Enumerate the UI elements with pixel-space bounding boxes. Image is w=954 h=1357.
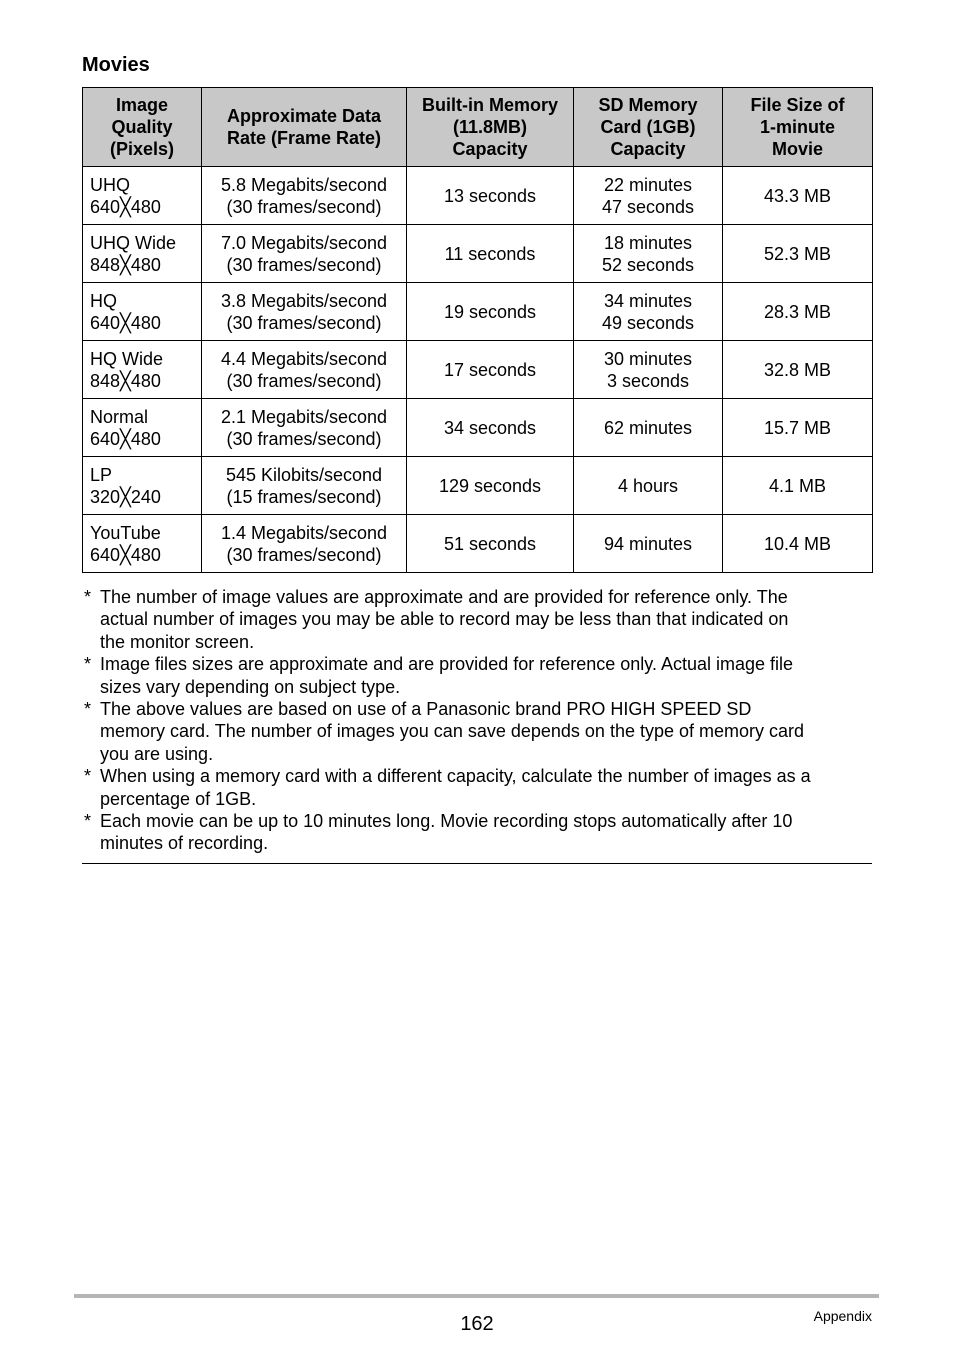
cell-sd-capacity xyxy=(574,167,723,225)
cell-line: Normal xyxy=(90,406,149,427)
note-line: sizes vary depending on subject type. xyxy=(100,676,401,697)
cell-file-size xyxy=(723,399,873,457)
note-bullet: * xyxy=(84,654,92,675)
cell-line: 1.4 Megabits/second xyxy=(220,522,388,543)
header-line: (11.8MB) xyxy=(452,117,528,137)
cell-line: (30 frames/second) xyxy=(226,428,382,449)
cell-builtin-capacity xyxy=(407,283,574,341)
cell-line: 4.1 MB xyxy=(768,475,827,496)
cell-line: 17 seconds xyxy=(443,359,537,380)
cell-line: 10.4 MB xyxy=(763,533,832,554)
table-row xyxy=(83,167,873,225)
cell-image-quality xyxy=(83,457,202,515)
note-line: Each movie can be up to 10 minutes long. Movie recording stops automatically after 10 xyxy=(100,811,793,832)
table-row xyxy=(83,515,873,573)
cell-data-rate xyxy=(202,515,407,573)
note-line: the monitor screen. xyxy=(100,631,255,652)
cell-file-size xyxy=(723,341,873,399)
cell-builtin-capacity xyxy=(407,341,574,399)
cell-line: 15.7 MB xyxy=(763,417,832,438)
cell-line: (30 frames/second) xyxy=(226,544,382,565)
header-line: Capacity xyxy=(610,139,686,159)
cell-sd-capacity xyxy=(574,515,723,573)
cell-line: 5.8 Megabits/second xyxy=(220,174,388,195)
cell-line: 4.4 Megabits/second xyxy=(220,348,388,369)
cell-data-rate xyxy=(202,457,407,515)
header-line: Movie xyxy=(771,139,823,159)
header-sd-capacity xyxy=(574,88,723,167)
cell-data-rate xyxy=(202,167,407,225)
note-item xyxy=(82,698,872,765)
cell-line: 11 seconds xyxy=(444,243,536,264)
cell-line: 32.8 MB xyxy=(763,359,832,380)
cell-line: 18 minutes xyxy=(603,232,693,253)
cell-file-size xyxy=(723,457,873,515)
movie-capacity-table xyxy=(82,87,873,573)
cell-line: 51 seconds xyxy=(443,533,537,554)
cell-line: 19 seconds xyxy=(443,301,537,322)
table-row xyxy=(83,457,873,515)
header-line: Approximate Data xyxy=(226,106,382,126)
cell-line: 848╳480 xyxy=(90,370,161,391)
cell-file-size xyxy=(723,225,873,283)
cell-line: LP xyxy=(90,464,113,485)
table-header-row xyxy=(83,88,873,167)
cell-line: 52 seconds xyxy=(601,254,695,275)
cell-line: 848╳480 xyxy=(90,254,161,275)
table-row xyxy=(83,283,873,341)
cell-data-rate xyxy=(202,399,407,457)
cell-line: 30 minutes xyxy=(603,348,693,369)
cell-line: (30 frames/second) xyxy=(226,254,382,275)
note-line: you are using. xyxy=(100,743,214,764)
note-line: The above values are based on use of a Panasonic brand PRO HIGH SPEED SD xyxy=(100,699,752,720)
cell-line: 34 seconds xyxy=(443,417,537,438)
header-builtin-capacity xyxy=(407,88,574,167)
cell-line: (30 frames/second) xyxy=(226,312,382,333)
header-line: 1-minute xyxy=(759,117,835,137)
cell-sd-capacity xyxy=(574,457,723,515)
cell-line: 22 minutes xyxy=(603,174,693,195)
cell-line: (30 frames/second) xyxy=(226,370,382,391)
cell-line: (15 frames/second) xyxy=(226,486,382,507)
cell-line: 94 minutes xyxy=(603,533,693,554)
cell-line: 28.3 MB xyxy=(763,301,832,322)
cell-line: 47 seconds xyxy=(601,196,695,217)
cell-line: 4 hours xyxy=(617,475,679,496)
cell-builtin-capacity xyxy=(407,515,574,573)
header-file-size xyxy=(723,88,873,167)
cell-sd-capacity xyxy=(574,283,723,341)
note-bullet: * xyxy=(84,811,92,832)
cell-file-size xyxy=(723,167,873,225)
note-line: Image files sizes are approximate and are provided for reference only. Actual image file xyxy=(100,654,794,675)
note-line: The number of image values are approximate and are provided for reference only. The xyxy=(100,587,788,607)
cell-data-rate xyxy=(202,225,407,283)
header-line: Quality xyxy=(111,117,173,137)
header-line: Built-in Memory xyxy=(421,95,558,115)
cell-line: 129 seconds xyxy=(438,475,542,496)
footer-rule xyxy=(74,1294,879,1298)
note-line: memory card. The number of images you can save depends on the type of memory card xyxy=(100,721,805,742)
cell-line: 7.0 Megabits/second xyxy=(220,232,388,253)
cell-line: 3 seconds xyxy=(606,370,690,391)
cell-line: 49 seconds xyxy=(601,312,695,333)
header-line: File Size of xyxy=(750,95,845,115)
note-bullet: * xyxy=(84,587,92,607)
cell-sd-capacity xyxy=(574,341,723,399)
cell-line: UHQ xyxy=(90,174,130,195)
note-item xyxy=(82,653,872,698)
cell-line: 2.1 Megabits/second xyxy=(220,406,388,427)
header-line: Card (1GB) xyxy=(600,117,696,137)
cell-builtin-capacity xyxy=(407,225,574,283)
header-line: Rate (Frame Rate) xyxy=(226,128,382,148)
cell-line: HQ xyxy=(90,290,117,311)
header-line: (Pixels) xyxy=(109,139,175,159)
note-item xyxy=(82,810,872,855)
cell-image-quality xyxy=(83,225,202,283)
cell-line: 640╳480 xyxy=(90,196,161,217)
table-row xyxy=(83,399,873,457)
cell-image-quality xyxy=(83,167,202,225)
table-row xyxy=(83,225,873,283)
cell-line: 640╳480 xyxy=(90,312,161,333)
header-image-quality xyxy=(83,88,202,167)
cell-line: YouTube xyxy=(90,522,161,543)
cell-image-quality xyxy=(83,283,202,341)
table-body xyxy=(83,167,873,573)
note-line: minutes of recording. xyxy=(100,833,269,854)
notes-list xyxy=(82,586,872,864)
note-line: actual number of images you may be able to record may be less than that indicated on xyxy=(100,609,789,630)
cell-image-quality xyxy=(83,341,202,399)
cell-sd-capacity xyxy=(574,399,723,457)
cell-builtin-capacity xyxy=(407,167,574,225)
cell-line: UHQ Wide xyxy=(90,232,177,253)
cell-line: (30 frames/second) xyxy=(226,196,382,217)
note-line: percentage of 1GB. xyxy=(100,788,257,809)
header-line: SD Memory xyxy=(598,95,698,115)
cell-line: HQ Wide xyxy=(90,348,164,369)
cell-line: 43.3 MB xyxy=(763,185,832,206)
section-title: Movies xyxy=(82,54,150,76)
cell-file-size xyxy=(723,515,873,573)
header-line: Image xyxy=(115,95,169,115)
cell-image-quality xyxy=(83,399,202,457)
cell-line: 34 minutes xyxy=(603,290,693,311)
cell-line: 3.8 Megabits/second xyxy=(220,290,388,311)
note-item xyxy=(82,586,872,653)
table-row xyxy=(83,341,873,399)
cell-builtin-capacity xyxy=(407,457,574,515)
note-bullet: * xyxy=(84,699,92,720)
cell-line: 545 Kilobits/second xyxy=(225,464,383,485)
cell-line: 640╳480 xyxy=(90,428,161,449)
cell-sd-capacity xyxy=(574,225,723,283)
footer-section-name: Appendix xyxy=(813,1308,872,1324)
cell-data-rate xyxy=(202,283,407,341)
cell-image-quality xyxy=(83,515,202,573)
note-item xyxy=(82,765,872,810)
cell-builtin-capacity xyxy=(407,399,574,457)
page-number: 162 xyxy=(460,1313,494,1335)
cell-line: 62 minutes xyxy=(603,417,693,438)
note-line: When using a memory card with a different capacity, calculate the number of images as a xyxy=(100,766,811,787)
cell-file-size xyxy=(723,283,873,341)
cell-line: 52.3 MB xyxy=(763,243,832,264)
header-data-rate xyxy=(202,88,407,167)
cell-line: 320╳240 xyxy=(90,486,161,507)
cell-line: 13 seconds xyxy=(443,185,537,206)
header-line: Capacity xyxy=(452,139,528,159)
cell-line: 640╳480 xyxy=(90,544,161,565)
note-bullet: * xyxy=(84,766,92,787)
cell-data-rate xyxy=(202,341,407,399)
